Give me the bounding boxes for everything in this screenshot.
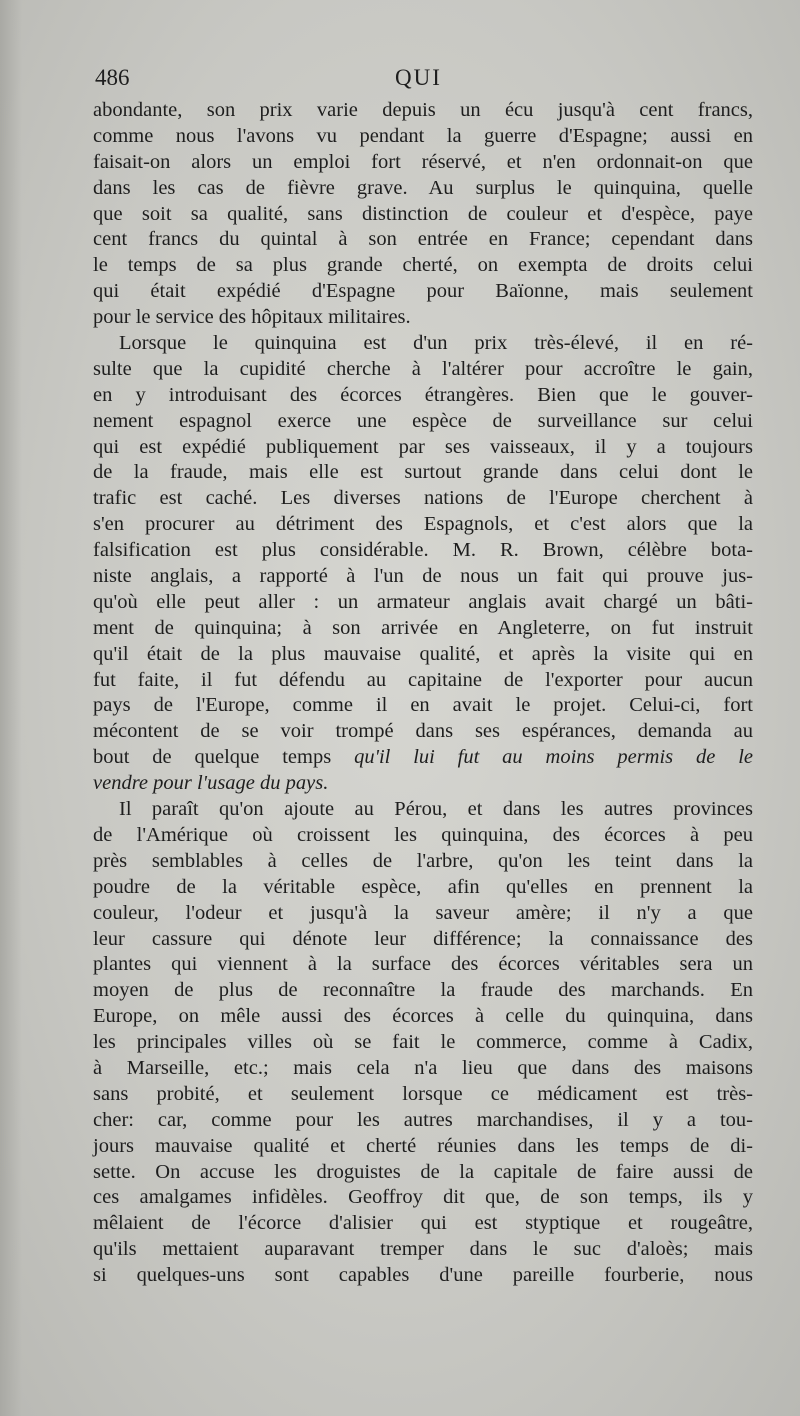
text-line: trafic est caché. Les diverses nations de l'Europe cherchent à <box>93 487 753 510</box>
text-line: sulte que la cupidité cherche à l'altérer pour accroître le gain, <box>93 357 753 380</box>
text-line: que soit sa qualité, sans distinction de couleur et d'espèce, paye <box>93 202 753 225</box>
text-line: le temps de sa plus grande cherté, on exempta de droits celui <box>93 254 753 277</box>
text-line: Europe, on mêle aussi des écorces à celle du quinquina, dans <box>93 1005 753 1028</box>
text-line: falsification est plus considérable. M. R. Brown, célèbre bota- <box>93 539 753 562</box>
text-line: qu'il était de la plus mauvaise qualité, et après la visite qui en <box>93 642 753 665</box>
text-line: de l'Amérique où croissent les quinquina, des écorces à peu <box>93 823 753 846</box>
text-line: en y introduisant des écorces étrangères. Bien que le gouver- <box>93 383 753 406</box>
text-line: qui était expédié d'Espagne pour Baïonne, mais seulement <box>93 280 753 303</box>
paragraph-start-line: Il paraît qu'on ajoute au Pérou, et dans les autres provinces <box>119 798 753 821</box>
text-line: jours mauvaise qualité et cherté réunies dans les temps de di- <box>93 1134 753 1157</box>
text-line: qu'où elle peut aller : un armateur anglais avait chargé un bâti- <box>93 590 753 613</box>
text-line: mécontent de se voir trompé dans ses espérances, demanda au <box>93 720 753 743</box>
text-line: qui est expédié publiquement par ses vaisseaux, il y a toujours <box>93 435 753 458</box>
text-line: poudre de la véritable espèce, afin qu'elles en prennent la <box>93 875 753 898</box>
text-line: mêlaient de l'écorce d'alisier qui est styptique et rougeâtre, <box>93 1212 753 1235</box>
text-line: leur cassure qui dénote leur différence; la connaissance des <box>93 927 753 950</box>
text-line: s'en procurer au détriment des Espagnols, et c'est alors que la <box>93 513 753 536</box>
text-line: cher: car, comme pour les autres marchandises, il y a tou- <box>93 1108 753 1131</box>
text-line: fut faite, il fut défendu au capitaine de l'exporter pour aucun <box>93 668 753 691</box>
text-line: faisait-on alors un emploi fort réservé, et n'en ordonnait-on que <box>93 150 753 173</box>
text-line: de la fraude, mais elle est surtout grande dans celui dont le <box>93 461 753 484</box>
italic-quote: qu'il lui fut au moins permis de le <box>354 746 754 769</box>
text-line: ment de quinquina; à son arrivée en Angleterre, on fut instruit <box>93 616 753 639</box>
text-line: à Marseille, etc.; mais cela n'a lieu que dans des maisons <box>93 1056 753 1079</box>
text-line: comme nous l'avons vu pendant la guerre d'Espagne; aussi en <box>93 124 753 147</box>
text-line-mixed <box>93 745 753 771</box>
text-line: cent francs du quintal à son entrée en France; cependant dans <box>93 228 753 251</box>
text-line: moyen de plus de reconnaître la fraude des marchands. En <box>93 979 753 1002</box>
text-line: sette. On accuse les droguistes de la capitale de faire aussi de <box>93 1160 753 1183</box>
page-header <box>95 62 750 94</box>
text-line: ces amalgames infidèles. Geoffroy dit que, de son temps, ils y <box>93 1186 753 1209</box>
body-text <box>93 98 753 1289</box>
text-line: pays de l'Europe, comme il en avait le projet. Celui-ci, fort <box>93 694 753 717</box>
text-line: nement espagnol exerce une espèce de surveillance sur celui <box>93 409 753 432</box>
text-line: si quelques-uns sont capables d'une pareille fourberie, nous <box>93 1264 753 1287</box>
running-head: QUI <box>395 65 442 90</box>
text-line: près semblables à celles de l'arbre, qu'on les teint dans la <box>93 849 753 872</box>
text-line: les principales villes où se fait le commerce, comme à Cadix, <box>93 1031 753 1054</box>
italic-quote-end: vendre pour l'usage du pays. <box>93 772 329 795</box>
paragraph-start-line: Lorsque le quinquina est d'un prix très-élevé, il en ré- <box>119 332 753 355</box>
text-line: abondante, son prix varie depuis un écu jusqu'à cent francs, <box>93 99 753 121</box>
page-number: 486 <box>95 65 130 90</box>
text-line: pour le service des hôpitaux militaires. <box>93 306 411 329</box>
text-line: niste anglais, a rapporté à l'un de nous un fait qui prouve jus- <box>93 565 753 588</box>
text-line: couleur, l'odeur et jusqu'à la saveur amère; il n'y a que <box>93 901 753 924</box>
text-line: qu'ils mettaient auparavant tremper dans le suc d'aloès; mais <box>93 1238 753 1261</box>
page-edge-shadow <box>0 0 22 1416</box>
text-line: dans les cas de fièvre grave. Au surplus le quinquina, quelle <box>93 176 753 199</box>
line-prefix: bout de quelque temps <box>93 746 355 769</box>
text-line: plantes qui viennent à la surface des écorces véritables sera un <box>93 953 753 976</box>
text-line: sans probité, et seulement lorsque ce médicament est très- <box>93 1082 753 1105</box>
